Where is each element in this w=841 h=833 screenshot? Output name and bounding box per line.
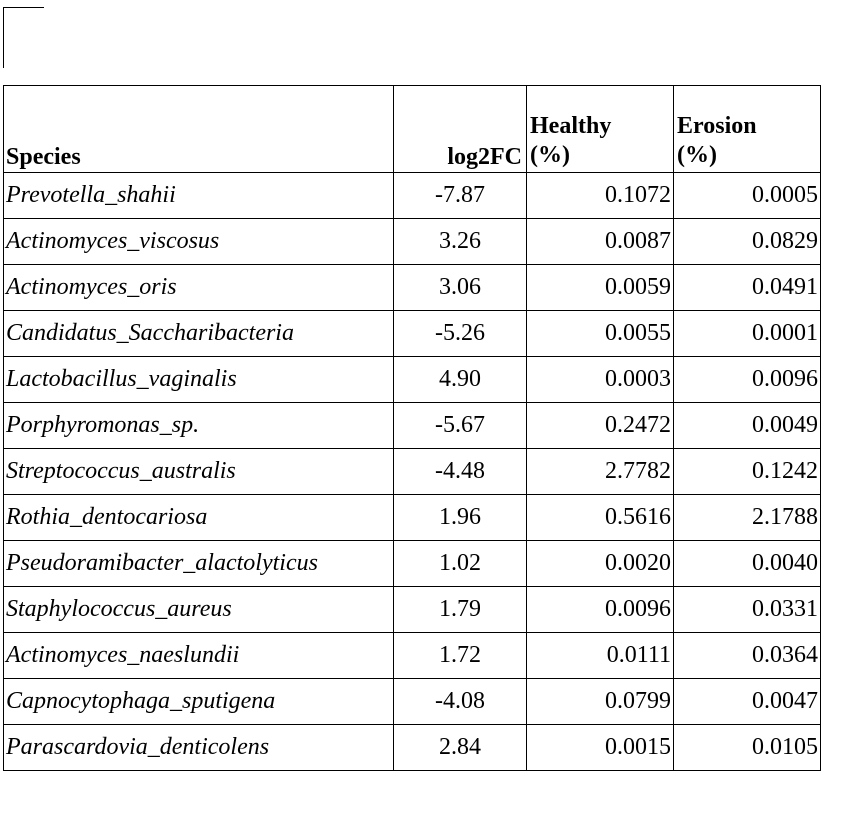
corner-bracket xyxy=(3,7,44,68)
cell-log2fc: 1.72 xyxy=(394,633,527,679)
cell-erosion: 0.1242 xyxy=(674,449,821,495)
cell-species: Pseudoramibacter_alactolyticus xyxy=(4,541,394,587)
cell-erosion: 0.0105 xyxy=(674,725,821,771)
cell-erosion: 0.0040 xyxy=(674,541,821,587)
table-row xyxy=(4,357,821,403)
cell-species: Candidatus_Saccharibacteria xyxy=(4,311,394,357)
header-healthy: Healthy (%) xyxy=(527,86,674,173)
cell-erosion: 0.0331 xyxy=(674,587,821,633)
cell-species: Actinomyces_naeslundii xyxy=(4,633,394,679)
cell-healthy: 0.0799 xyxy=(527,679,674,725)
cell-log2fc: 1.96 xyxy=(394,495,527,541)
cell-erosion: 0.0049 xyxy=(674,403,821,449)
species-table xyxy=(3,85,821,771)
cell-log2fc: 3.06 xyxy=(394,265,527,311)
cell-erosion: 0.0005 xyxy=(674,173,821,219)
table-row xyxy=(4,403,821,449)
table-row xyxy=(4,725,821,771)
cell-healthy: 0.0003 xyxy=(527,357,674,403)
cell-species: Rothia_dentocariosa xyxy=(4,495,394,541)
table-row xyxy=(4,587,821,633)
cell-log2fc: -7.87 xyxy=(394,173,527,219)
cell-healthy: 0.0111 xyxy=(527,633,674,679)
cell-species: Actinomyces_viscosus xyxy=(4,219,394,265)
table-row xyxy=(4,311,821,357)
table-row xyxy=(4,495,821,541)
cell-species: Parascardovia_denticolens xyxy=(4,725,394,771)
cell-healthy: 0.0020 xyxy=(527,541,674,587)
header-erosion: Erosion (%) xyxy=(674,86,821,173)
cell-species: Actinomyces_oris xyxy=(4,265,394,311)
cell-healthy: 0.1072 xyxy=(527,173,674,219)
table-row xyxy=(4,633,821,679)
table-row xyxy=(4,679,821,725)
cell-healthy: 0.0015 xyxy=(527,725,674,771)
cell-healthy: 0.2472 xyxy=(527,403,674,449)
table-row xyxy=(4,541,821,587)
cell-healthy: 0.0055 xyxy=(527,311,674,357)
table-row xyxy=(4,449,821,495)
cell-log2fc: 1.79 xyxy=(394,587,527,633)
cell-healthy: 0.0087 xyxy=(527,219,674,265)
cell-healthy: 0.0096 xyxy=(527,587,674,633)
cell-species: Streptococcus_australis xyxy=(4,449,394,495)
cell-log2fc: 1.02 xyxy=(394,541,527,587)
cell-species: Staphylococcus_aureus xyxy=(4,587,394,633)
cell-erosion: 0.0047 xyxy=(674,679,821,725)
cell-species: Porphyromonas_sp. xyxy=(4,403,394,449)
cell-log2fc: -5.67 xyxy=(394,403,527,449)
table-row xyxy=(4,219,821,265)
table-row xyxy=(4,173,821,219)
cell-erosion: 0.0491 xyxy=(674,265,821,311)
cell-erosion: 2.1788 xyxy=(674,495,821,541)
header-species: Species xyxy=(4,86,394,173)
cell-species: Capnocytophaga_sputigena xyxy=(4,679,394,725)
table-row xyxy=(4,265,821,311)
cell-log2fc: 3.26 xyxy=(394,219,527,265)
cell-log2fc: -5.26 xyxy=(394,311,527,357)
cell-healthy: 0.5616 xyxy=(527,495,674,541)
cell-erosion: 0.0096 xyxy=(674,357,821,403)
cell-erosion: 0.0364 xyxy=(674,633,821,679)
cell-log2fc: 4.90 xyxy=(394,357,527,403)
header-row xyxy=(4,86,821,173)
cell-log2fc: 2.84 xyxy=(394,725,527,771)
cell-healthy: 2.7782 xyxy=(527,449,674,495)
header-log2fc: log2FC xyxy=(394,86,527,173)
cell-log2fc: -4.48 xyxy=(394,449,527,495)
cell-healthy: 0.0059 xyxy=(527,265,674,311)
cell-log2fc: -4.08 xyxy=(394,679,527,725)
table-body xyxy=(4,173,821,771)
cell-species: Prevotella_shahii xyxy=(4,173,394,219)
cell-species: Lactobacillus_vaginalis xyxy=(4,357,394,403)
cell-erosion: 0.0001 xyxy=(674,311,821,357)
cell-erosion: 0.0829 xyxy=(674,219,821,265)
